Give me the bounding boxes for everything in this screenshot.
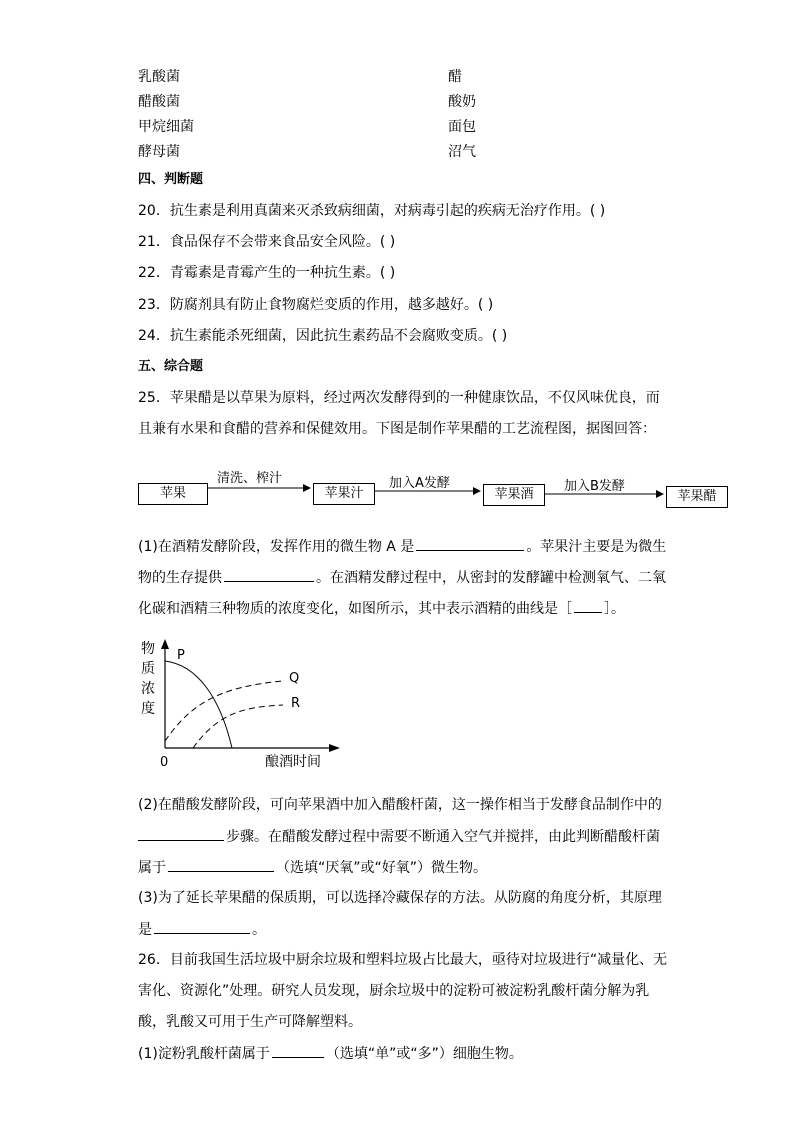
question-22: 22．青霉素是青霉产生的一种抗生素。( ) [138, 265, 396, 281]
question-23: 23．防腐剂具有防止食物腐烂变质的作用，越多越好。( ) [138, 297, 494, 313]
flow-box-apple: 苹果 [138, 483, 208, 505]
curve-q [165, 681, 283, 741]
question-26-1-line [138, 1043, 523, 1064]
match-left-1: 乳酸菌 [138, 69, 180, 85]
flow-arrows [0, 0, 794, 520]
question-25-2-line-2 [138, 826, 660, 847]
question-25-1-line-2 [138, 567, 666, 588]
q25-1-text-b: 。苹果汁主要是为微生 [526, 539, 667, 555]
curve-r [193, 705, 283, 748]
question-26-line-2: 害化、资源化”处理。研究人员发现，厨余垃圾中的淀粉可被淀粉乳酸杆菌分解为乳 [138, 983, 650, 999]
q26-1-text-b: （选填“单”或“多”）细胞生物。 [325, 1046, 523, 1062]
q25-2-text-b: 步骤。在醋酸发酵过程中需要不断通入空气并搅拌，由此判断醋酸杆菌 [226, 829, 660, 845]
q25-1-text-c: 物的生存提供 [138, 570, 222, 586]
curve-label-q: Q [289, 671, 300, 686]
answer-blank-aerobic[interactable] [168, 857, 274, 872]
q25-1-text-e: 化碳和酒精三种物质的浓度变化，如图所示，其中表示酒精的曲线是［ [138, 601, 572, 617]
graph-x-arrow [329, 744, 340, 752]
graph-ylabel-4: 度 [141, 701, 155, 717]
q26-1-text-a: (1)淀粉乳酸杆菌属于 [138, 1046, 270, 1062]
flow-box-vinegar: 苹果醋 [666, 486, 728, 508]
curve-p [165, 661, 232, 748]
q25-1-text-f: ］。 [604, 601, 625, 617]
q25-1-text-a: (1)在酒精发酵阶段，发挥作用的微生物 A 是 [138, 539, 415, 555]
flow-box-wine: 苹果酒 [483, 484, 545, 506]
question-24: 24．抗生素能杀死细菌，因此抗生素药品不会腐败变质。( ) [138, 328, 508, 344]
q25-3-text-c: 。 [252, 922, 266, 938]
answer-blank-principle[interactable] [154, 919, 250, 934]
question-25-1-line-3 [138, 598, 625, 619]
match-right-1: 醋 [448, 69, 462, 85]
question-26-line-3: 酸，乳酸又可用于生产可降解塑料。 [138, 1014, 362, 1030]
graph-xlabel: 酿酒时间 [265, 754, 321, 770]
answer-blank-nutrition[interactable] [224, 567, 314, 582]
question-25-3-line-1: (3)为了延长苹果醋的保质期，可以选择冷藏保存的方法。从防腐的角度分析，其原理 [138, 890, 662, 906]
question-26-line-1: 26．目前我国生活垃圾中厨余垃圾和塑料垃圾占比最大，亟待对垃圾进行“减量化、无 [138, 952, 668, 968]
flow-label-wash: 清洗、榨汁 [217, 471, 283, 486]
flow-box-juice: 苹果汁 [313, 483, 375, 505]
question-25-2-line-3 [138, 857, 487, 878]
question-20: 20．抗生素是利用真菌来灭杀致病细菌，对病毒引起的疾病无治疗作用。( ) [138, 203, 606, 219]
curve-label-p: P [177, 648, 185, 663]
curve-label-r: R [291, 696, 301, 711]
answer-blank-a[interactable] [416, 536, 524, 551]
question-25-1-line-1 [138, 536, 666, 557]
answer-blank-cell[interactable] [272, 1043, 324, 1058]
section-4-title: 四、判断题 [138, 172, 204, 187]
match-right-4: 沼气 [448, 144, 476, 160]
section-5-title: 五、综合题 [138, 359, 204, 374]
question-21: 21．食品保存不会带来食品安全风险。( ) [138, 234, 396, 250]
match-right-3: 面包 [448, 119, 476, 135]
answer-blank-step[interactable] [138, 826, 224, 841]
match-right-2: 酸奶 [448, 94, 476, 110]
q25-3-text-b: 是 [138, 922, 152, 938]
flow-label-a: 加入A发酵 [389, 476, 450, 491]
graph-ylabel-2: 质 [141, 661, 155, 677]
question-25-line-1: 25．苹果醋是以草果为原料，经过两次发酵得到的一种健康饮品，不仅风味优良，而 [138, 390, 660, 406]
graph-origin: 0 [160, 755, 169, 770]
answer-blank-curve[interactable] [574, 598, 602, 613]
concentration-graph [135, 635, 355, 775]
graph-y-arrow [161, 639, 169, 649]
graph-ylabel-1: 物 [141, 641, 155, 657]
q25-2-text-d: （选填“厌氧”或“好氧”）微生物。 [276, 860, 488, 876]
flow-label-b: 加入B发酵 [564, 479, 625, 494]
q25-1-text-d: 。在酒精发酵过程中，从密封的发酵罐中检测氧气、二氧 [316, 570, 666, 586]
question-25-2-line-1: (2)在醋酸发酵阶段，可向苹果酒中加入醋酸杆菌，这一操作相当于发酵食品制作中的 [138, 797, 662, 813]
question-25-line-2: 且兼有水果和食醋的营养和保健效用。下图是制作苹果醋的工艺流程图，据图回答： [138, 421, 656, 437]
match-left-4: 酵母菌 [138, 144, 180, 160]
graph-ylabel-3: 浓 [141, 681, 155, 697]
question-25-3-line-2 [138, 919, 266, 940]
q25-2-text-c: 属于 [138, 860, 166, 876]
match-left-3: 甲烷细菌 [138, 119, 194, 135]
match-left-2: 醋酸菌 [138, 94, 180, 110]
